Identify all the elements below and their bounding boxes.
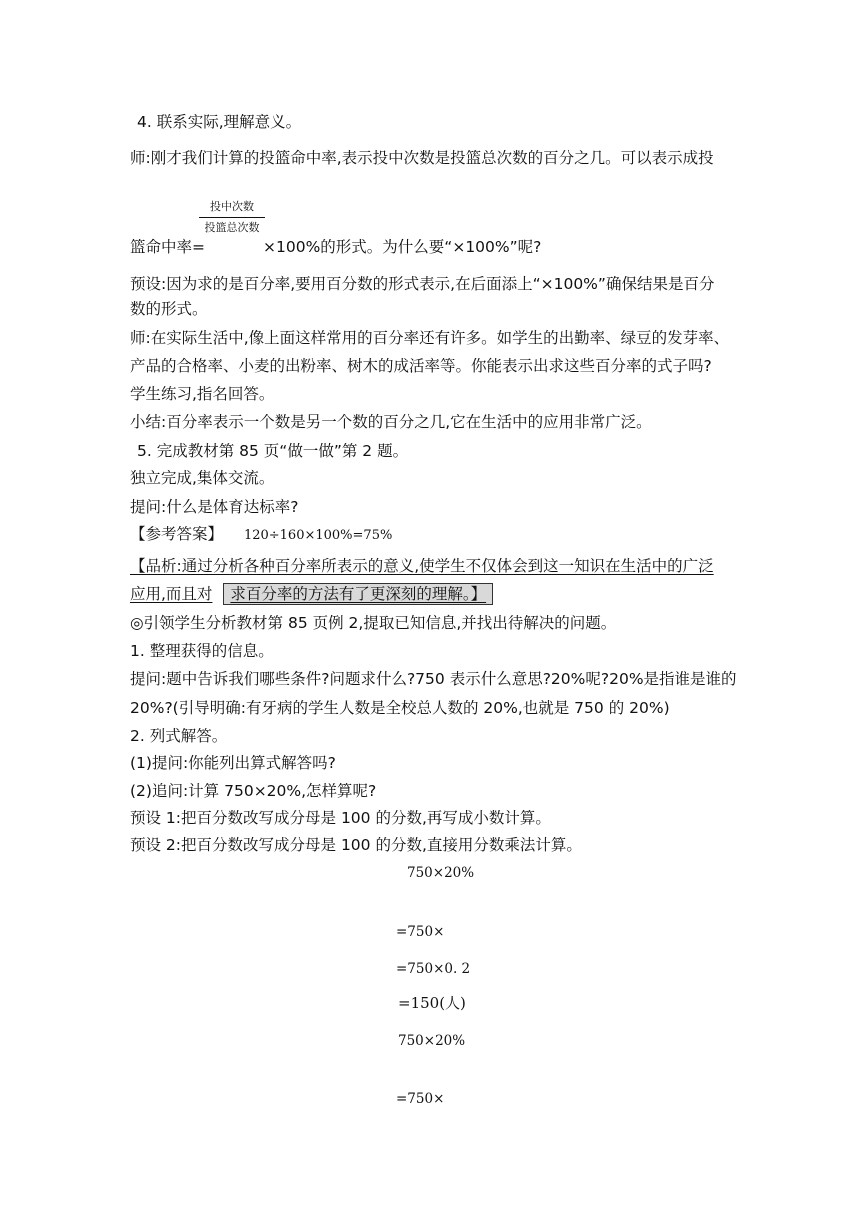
calc-line-3: =750×0. 2: [396, 961, 471, 977]
hit-rate-label: 篮命中率=: [130, 238, 205, 256]
paragraph-teacher-1: 师:刚才我们计算的投篮命中率,表示投中次数是投篮总次数的百分之几。可以表示成投: [130, 149, 714, 167]
paragraph-preset-b: 预设 2:把百分数改写成分母是 100 的分数,直接用分数乘法计算。: [130, 836, 582, 854]
paragraph-student-practice: 学生练习,指名回答。: [130, 385, 275, 403]
fraction-hit-rate: [199, 200, 265, 235]
paragraph-question-2: 提问:题中告诉我们哪些条件?问题求什么?750 表示什么意思?20%呢?20%是指谁是谁的: [130, 670, 737, 688]
analysis-note: 【品析:通过分析各种百分率所表示的意义,使学生不仅体会到这一知识在生活中的广泛: [130, 557, 714, 575]
calc-line-4: =150(人): [398, 994, 466, 1012]
calc-line-5: 750×20%: [398, 1033, 466, 1049]
paragraph-summary: 小结:百分率表示一个数是另一个数的百分之几,它在生活中的应用非常广泛。: [130, 413, 652, 431]
paragraph-question-2-cont: 20%?(引导明确:有牙病的学生人数是全校总人数的 20%,也就是 750 的 20%): [130, 699, 670, 717]
analysis-note-highlight: 求百分率的方法有了更深刻的理解。】: [223, 583, 493, 605]
reference-answer-value: 120÷160×100%=75%: [243, 528, 393, 543]
paragraph-teacher-2: 师:在实际生活中,像上面这样常用的百分率还有许多。如学生的出勤率、绿豆的发芽率、: [130, 329, 730, 347]
section-5-heading: 5. 完成教材第 85 页“做一做”第 2 题。: [137, 442, 409, 460]
calc-line-1: 750×20%: [407, 865, 475, 881]
calc-line-6: =750×: [396, 1091, 445, 1107]
analysis-note-part: 应用,而且对: [130, 585, 213, 603]
step-1-heading: 1. 整理获得的信息。: [130, 642, 274, 660]
fraction-denominator: 投篮总次数: [204, 221, 260, 234]
paragraph-preset-a: 预设 1:把百分数改写成分母是 100 的分数,再写成小数计算。: [130, 809, 551, 827]
paragraph-example-2: ◎引领学生分析教材第 85 页例 2,提取已知信息,并找出待解决的问题。: [130, 614, 617, 632]
paragraph-ask-1: (1)提问:你能列出算式解答吗?: [130, 754, 336, 772]
paragraph-teacher-2-cont: 产品的合格率、小麦的出粉率、树木的成活率等。你能表示出求这些百分率的式子吗?: [130, 357, 712, 375]
calc-line-2: =750×: [396, 924, 445, 940]
section-4-heading: 4. 联系实际,理解意义。: [137, 113, 302, 131]
paragraph-preset-1-cont: 数的形式。: [130, 300, 208, 318]
hit-rate-formula-tail: ×100%的形式。为什么要“×100%”呢?: [263, 238, 542, 256]
paragraph-ask-2: (2)追问:计算 750×20%,怎样算呢?: [130, 782, 377, 800]
analysis-note-cont: [130, 583, 493, 605]
paragraph-preset-1: 预设:因为求的是百分率,要用百分数的形式表示,在后面添上“×100%”确保结果是百分: [130, 275, 715, 293]
reference-answer-label: 【参考答案】: [130, 525, 224, 543]
paragraph-question: 提问:什么是体育达标率?: [130, 498, 299, 516]
step-2-heading: 2. 列式解答。: [130, 727, 228, 745]
fraction-numerator: 投中次数: [199, 200, 265, 218]
reference-answer-line: [130, 523, 392, 547]
paragraph-independent: 独立完成,集体交流。: [130, 469, 275, 487]
